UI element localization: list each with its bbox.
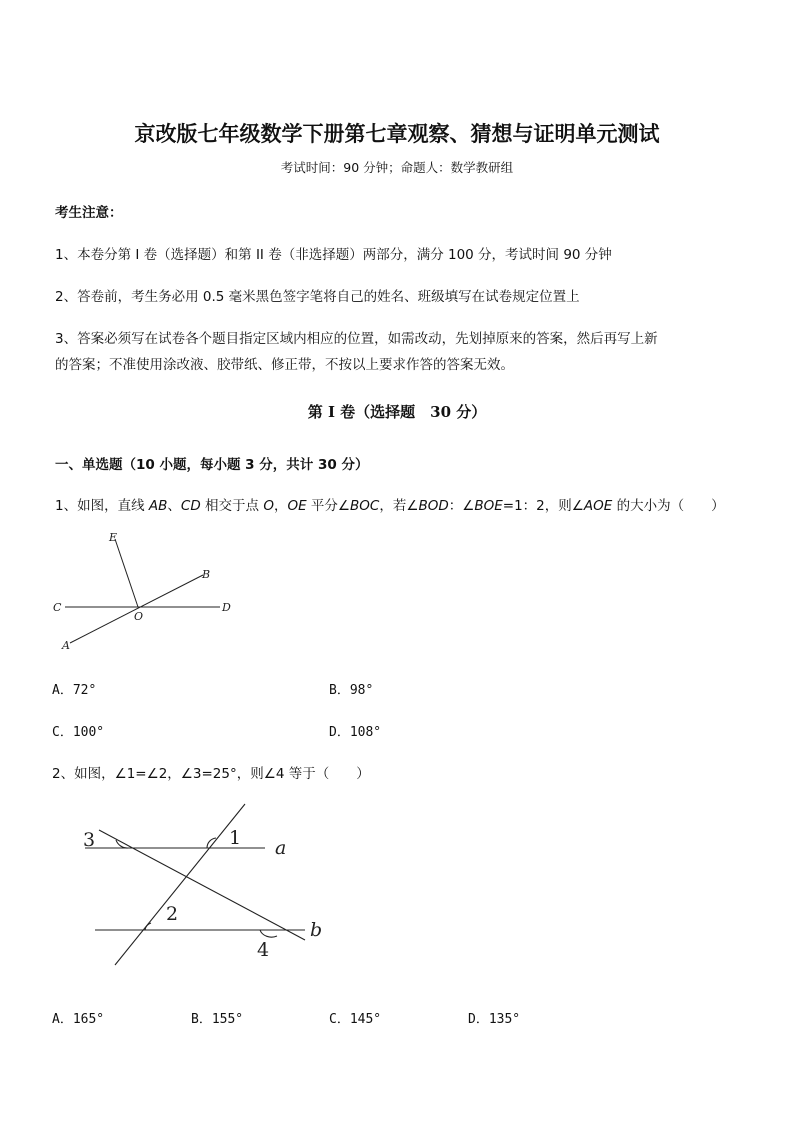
q1-option-c[interactable]: C．100° — [52, 725, 105, 740]
label-angle-3: 3 — [83, 829, 96, 851]
q2-option-d[interactable]: D．135° — [468, 1012, 521, 1027]
question-2-stem: 2、如图，∠1=∠2，∠3=25°，则∠4 等于（ ） — [52, 766, 370, 782]
label-b: B — [202, 568, 211, 581]
q2-option-c[interactable]: C．145° — [329, 1012, 382, 1027]
label-line-b: b — [310, 919, 323, 941]
label-d: D — [222, 601, 231, 614]
notice-item-1: 1、本卷分第 I 卷（选择题）和第 II 卷（非选择题）两部分，满分 100 分，考试时间 90 分钟 — [55, 247, 612, 263]
page-subtitle: 考试时间：90 分钟；命题人：数学教研组 — [280, 160, 514, 175]
question-2-figure — [75, 800, 335, 970]
label-line-a: a — [275, 837, 287, 859]
section-title: 第 I 卷（选择题 30 分） — [307, 403, 487, 421]
arc-angle-2 — [145, 923, 151, 930]
ray-oe — [115, 539, 138, 607]
arc-angle-4 — [260, 930, 277, 937]
notice-item-3-cont: 的答案；不准使用涂改液、胶带纸、修正带，不按以上要求作答的答案无效。 — [55, 357, 514, 373]
label-e: E — [109, 531, 118, 544]
transversal-1 — [115, 804, 245, 965]
label-angle-2: 2 — [166, 903, 179, 925]
page-title: 京改版七年级数学下册第七章观察、猜想与证明单元测试 — [134, 121, 660, 146]
q1-option-d[interactable]: D．108° — [329, 725, 382, 740]
q2-option-b[interactable]: B．155° — [191, 1012, 244, 1027]
q1-option-b[interactable]: B．98° — [329, 683, 374, 698]
notice-item-3: 3、答案必须写在试卷各个题目指定区域内相应的位置，如需改动，先划掉原来的答案，然后再写上新 — [55, 331, 658, 347]
label-angle-4: 4 — [257, 939, 270, 961]
label-a: A — [62, 639, 70, 652]
notice-item-2: 2、答卷前，考生务必用 0.5 毫米黑色签字笔将自己的姓名、班级填写在试卷规定位置上 — [55, 289, 580, 305]
notice-heading: 考生注意： — [55, 205, 123, 221]
line-ab — [70, 575, 203, 643]
question-1-figure — [45, 525, 245, 655]
q1-option-a[interactable]: A．72° — [52, 683, 97, 698]
q2-option-a[interactable]: A．165° — [52, 1012, 105, 1027]
question-1-stem: 1、如图，直线 AB、CD 相交于点 O，OE 平分∠BOC，若∠BOD：∠BOE=1：2，则∠AOE 的大小为（ ） — [55, 498, 725, 514]
arc-angle-1 — [207, 838, 216, 848]
label-c: C — [53, 601, 62, 614]
label-angle-1: 1 — [229, 827, 242, 849]
label-o: O — [134, 610, 144, 623]
part-heading: 一、单选题（10 小题，每小题 3 分，共计 30 分） — [55, 457, 369, 473]
